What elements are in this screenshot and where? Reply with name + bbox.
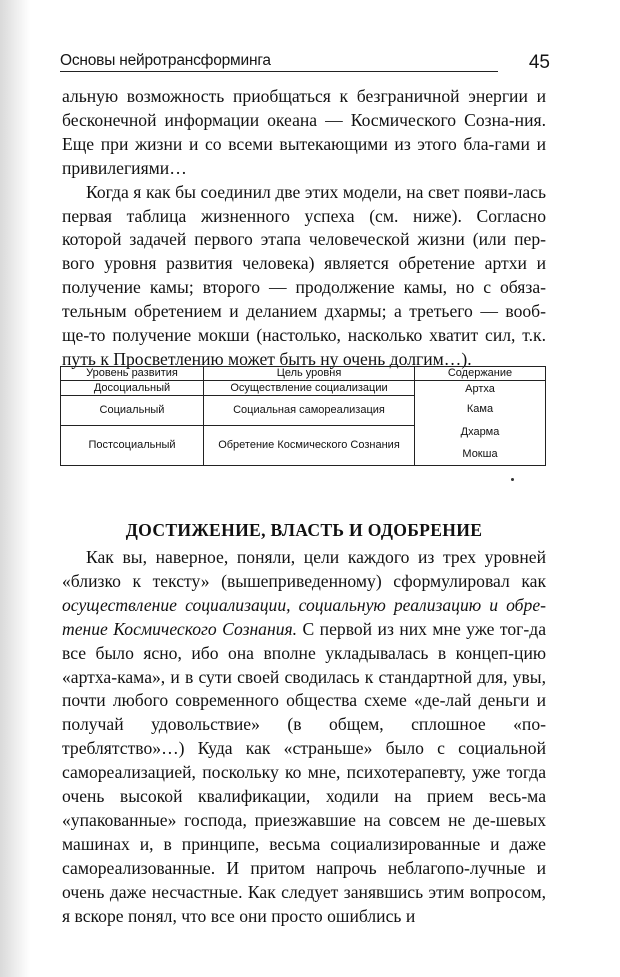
page-edge-shadow: [0, 0, 30, 977]
goals-table: [60, 366, 546, 466]
paragraph-3-end: С первой из них мне уже тог-да все было ясно, ибо она вполне укладывалась в концеп-цию «артха-кама», и в сути своей сводилась к стандартной для, увы, почти любого современного общества схеме «де-лай деньги и получай удовольствие» (в общем, сплошное «по-треблятство»…) Куда как «страньше» было с социальной самореализацией, поскольку ко мне, психотерапевту, уже тогда очень высокой квалификации, ходили на прием весь-ма «упакованные» господа, приезжавшие на совсем не де-шевых машинах и, в принципе, весьма социализированные и даже самореализованные. И притом напрочь неблагопо-лучные и очень даже несчастные. Как следует занявшись этим вопросом, я вскоре понял, что все они просто ошиблись и: [62, 618, 547, 926]
content-item: Кама: [466, 403, 494, 415]
table-row: [61, 381, 546, 396]
content-list: [415, 381, 545, 465]
cell-goal: Обретение Космического Сознания: [204, 425, 415, 465]
running-title: Основы нейротрансформинга: [60, 52, 271, 69]
paragraph-3-italic: осуществление социализации, социальную реализацию и обре-тение Космического Сознания.: [62, 594, 546, 639]
header-rule: [60, 71, 498, 72]
header-goal: Цель уровня: [204, 367, 415, 381]
text-block-top: [62, 85, 546, 372]
content-item: Артха: [465, 383, 495, 395]
content-item: Дхарма: [460, 426, 500, 438]
cell-goal: Осуществление социализации: [204, 381, 415, 396]
paragraph-3-start: Как вы, наверное, поняли, цели каждого из трех уровней «близко к тексту» (вышеприведенному) сформулировал как: [62, 547, 546, 591]
text-block-bottom: [62, 546, 546, 929]
page-number: 45: [528, 52, 550, 73]
section-heading: ДОСТИЖЕНИЕ, ВЛАСТЬ И ОДОБРЕНИЕ: [125, 520, 483, 540]
page-header: [60, 46, 550, 76]
table-header-row: [61, 367, 546, 381]
paragraph-3: [62, 546, 546, 929]
cell-content: [415, 381, 546, 466]
paragraph-1: альную возможность приобщаться к безграничной энергии и бесконечной информации океана — Космического Созна-ния. Еще при жизни и со всеми вытекающими из этого бла-гами и привилегиями…: [62, 86, 546, 178]
paragraph-2: Когда я как бы соединил две этих модели, на свет появи-лась первая таблица жизненного успеха (см. ниже). Согласно которой задачей первого этапа человеческой жизни (или пер-вого уровня развития человека) является обретение артхи и получение камы; второго — продолжение камы, но с обяза-тельным обретением и деланием дхармы; а третьего — вооб-ще-то получение мокши (настолько, насколько хватит сил, т.к. путь к Просветлению может быть ну очень долгим…).: [62, 181, 546, 369]
cell-level: Постсоциальный: [61, 425, 204, 465]
content-item: Мокша: [462, 448, 498, 460]
header-level: Уровень развития: [61, 367, 204, 381]
cell-level: Досоциальный: [61, 381, 204, 396]
cell-level: Социальный: [61, 396, 204, 425]
header-content: Содержание: [415, 367, 546, 381]
cell-goal: Социальная самореализация: [204, 396, 415, 425]
goals-table-container: [60, 366, 546, 466]
print-speck: [511, 478, 514, 481]
